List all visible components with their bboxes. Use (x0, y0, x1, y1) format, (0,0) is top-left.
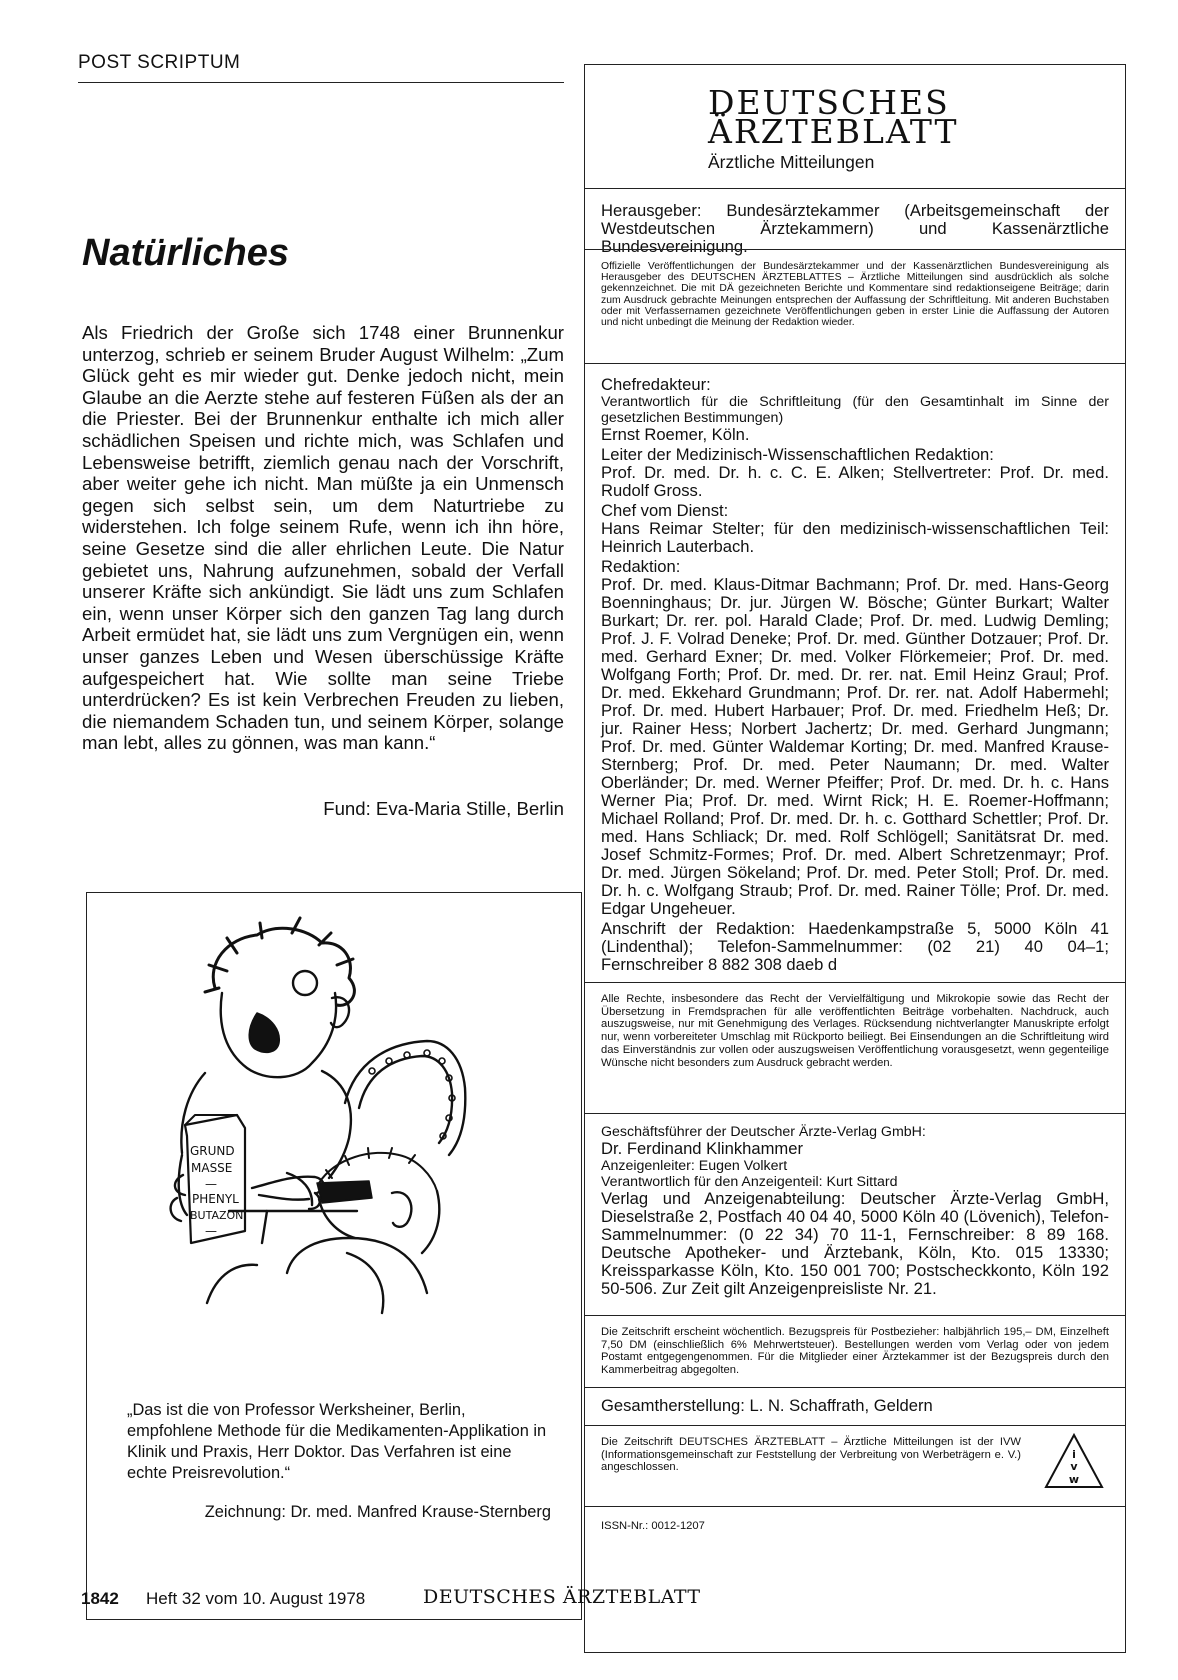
svg-text:BUTAZON: BUTAZON (190, 1209, 244, 1222)
editorial-address: Anschrift der Redaktion: Haedenkampstraße 5, 5000 Köln 41 (Lindenthal); Telefon-Sammelnummer: (02 21) 40 04–1; Fernschreiber 8 882 308 daeb d (601, 919, 1109, 974)
medsci-label: Leiter der Medizinisch-Wissenschaftlichen Redaktion: (601, 445, 994, 464)
man-nose (249, 1013, 279, 1052)
cartoon-credit: Zeichnung: Dr. med. Manfred Krause-Sternberg (204, 1503, 551, 1521)
editorial-staff (601, 376, 1109, 974)
publisher-info: Herausgeber: Bundesärztekammer (Arbeitsgemeinschaft der Westdeutschen Ärztekammern) und Kassenärztliche Bundesvereinigung. (601, 201, 1109, 256)
issn: ISSN-Nr.: 0012-1207 (601, 1520, 705, 1532)
separator (584, 1425, 1126, 1426)
journal-title (708, 83, 959, 151)
footer-page-number: 1842 (81, 1589, 119, 1608)
editor-description: Verantwortlich für die Schriftleitung (für den Gesamtinhalt im Sinne der gesetzlichen Bestimmungen) (601, 394, 1109, 426)
journal-title-line1: DEUTSCHES (708, 83, 950, 122)
separator (584, 1387, 1126, 1388)
footer-issue: Heft 32 vom 10. August 1978 (146, 1589, 366, 1608)
manager-label: Geschäftsführer der Deutscher Ärzte-Verlag GmbH: (601, 1124, 926, 1140)
ads-responsible: Verantwortlich für den Anzeigenteil: Kurt Sittard (601, 1174, 898, 1190)
man-eye (293, 971, 317, 995)
svg-text:—: — (205, 1177, 217, 1191)
article-source: Fund: Eva-Maria Stille, Berlin (323, 798, 564, 819)
doctor-shoulder (207, 1238, 427, 1303)
footer-journal-name: DEUTSCHES ÄRZTEBLATT (423, 1586, 701, 1608)
journal-title-line2: ÄRZTEBLATT (708, 112, 959, 151)
redaktion-names: Prof. Dr. med. Klaus-Ditmar Bachmann; Prof. Dr. med. Hans-Georg Boenninghaus; Dr. jur. Jürgen W. Bösche; Günter Burkart; Walter Burkart; Dr. rer. pol. Harald Clade; Prof. Dr. med. Ludwig Demling; Prof. J. F. Volrad Deneke; Prof. Dr. med. Günther Dotzauer; Prof. Dr. med. Gerhard Exner; Dr. med. Volker Flörkemeier; Prof. Dr. med. Wolfgang Forth; Prof. Dr. med. Dr. rer. nat. Emil Heinz Graul; Prof. Dr. med. Ekkehard Grundmann; Prof. Dr. rer. nat. Adolf Habermehl; Prof. Dr. med. Hubert Harbauer; Prof. Dr. med. Friedhelm Heß; Dr. jur. Rainer Hess; Norbert Jachertz; Dr. med. Gerhard Jungmann; Prof. Dr. med. Günter Waldemar Korting; Dr. med. Manfred Krause-Sternberg; Prof. Dr. med. Peter Naumann; Dr. med. Walter Oberländer; Dr. med. Werner Pfeiffer; Prof. Dr. med. Dr. h. c. Hans Werner Pia; Prof. Dr. med. Wirnt Rick; H. E. Roemer-Hoffmann; Michael Rolland; Prof. Dr. med. Dr. h. c. Gotthard Schettler; Prof. Dr. med. Hans Schliack; Dr. med. Rolf Schlögell; Sanitätsrat Dr. med. Josef Schmitz-Formes; Prof. Dr. med. Albert Schretzenmayr; Prof. Dr. med. Jürgen Sökeland; Prof. Dr. med. Peter Stoll; Prof. Dr. med. Dr. h. c. Wolfgang Straub; Prof. Dr. med. Rainer Tölle; Prof. Dr. med. Edgar Ungeheuer. (601, 575, 1109, 918)
svg-text:w: w (1068, 1473, 1080, 1486)
separator (584, 1315, 1126, 1316)
publisher-address: Verlag und Anzeigenabteilung: Deutscher Ärzte-Verlag GmbH, Dieselstraße 2, Postfach 40 04 40, 5000 Köln 40 (Lövenich), Telefon-Sammelnummer: (0 22 34) 70 11-1, Fernschreiber: 8 89 168. Deutsche Apotheker- und Ärztebank, Köln, Kto. 015 13330; Kreissparkasse Köln, Kto. 150 001 700; Postscheckkonto, Köln 192 50-506. Zur Zeit gilt Anzeigenpreisliste Nr. 21. (601, 1189, 1109, 1298)
article-title: Natürliches (82, 232, 289, 274)
subscription-info: Die Zeitschrift erscheint wöchentlich. Bezugspreis für Postbezieher: halbjährlich 195,– DM, Einzelheft 7,50 DM (einschließlich 6% Mehrwertsteuer). Bestellungen werden vom Verlag oder von jedem Postamt entgegengenommen. Für die Mitglieder einer Ärztekammer ist der Bezugspreis durch den Kammerbeitrag abgegolten. (601, 1326, 1109, 1377)
man-hair (205, 918, 354, 1005)
svg-text:—: — (205, 1224, 217, 1238)
separator (584, 982, 1126, 983)
redaktion-label: Redaktion: (601, 557, 681, 576)
svg-text:MASSE: MASSE (191, 1161, 233, 1175)
ads-manager: Anzeigenleiter: Eugen Volkert (601, 1158, 788, 1174)
editor-label: Chefredakteur: (601, 375, 711, 394)
medicine-box (185, 1115, 245, 1243)
svg-text:i: i (1072, 1448, 1076, 1461)
section-rule (78, 82, 564, 83)
journal-subtitle: Ärztliche Mitteilungen (708, 152, 875, 172)
separator (584, 363, 1126, 364)
doctor-glasses (317, 1181, 372, 1203)
editor-name: Ernst Roemer, Köln. (601, 425, 750, 444)
duty-label: Chef vom Dienst: (601, 501, 729, 520)
duty-names: Hans Reimar Stelter; für den medizinisch-wissenschaftlichen Teil: Heinrich Lauterbach. (601, 519, 1109, 556)
manager-name: Dr. Ferdinand Klinkhammer (601, 1139, 803, 1158)
cartoon-caption: „Das ist die von Professor Werksheiner, Berlin, empfohlene Methode für die Medikamenten-Applikation in Klinik und Praxis, Herr Doktor. Das Verfahren ist eine echte Preisrevolution.“ (127, 1401, 547, 1482)
official-notice: Offizielle Veröffentlichungen der Bundesärztekammer und der Kassenärztlichen Bundesvereinigung als Herausgeber des DEUTSCHEN ÄRZTEBLATTES – Ärztliche Mitteilungen sind ausdrücklich als solche gekennzeichnet. Die mit DÄ gezeichneten Berichte und Kommentare sind redaktionseigene Beiträge; darin zum Ausdruck gebrachte Meinungen entsprechen der Auffassung der Schriftleitung. Mit anderen Buchstaben oder mit Verfassernamen gezeichnete Veröffentlichungen geben in erster Linie die Auffassung der Autoren und nicht unbedingt die Meinung der Redaktion wieder. (601, 261, 1109, 329)
publisher-details (601, 1124, 1109, 1298)
article-body: Als Friedrich der Große sich 1748 einer Brunnenkur unterzog, schrieb er seinem Bruder August Wilhelm: „Zum Glück geht es mir wieder gut. Denke jedoch nicht, mein Glaube an die Aerzte stehe auf festeren Füßen als der an die Priester. Bei der Brunnenkur enthalte ich mich aller schädlichen Speisen und richte mich, was Schlafen und Lebensweise betrifft, ziemlich genau nach der Vorschrift, aber weiter gehe ich nicht. Man müßte ja ein Unmensch gegen sich selbst sein, um dem Naturtriebe zu widerstehen. Ich folge seinem Rufe, wenn ich ihn höre, seine Gesetze sind die aller ehrlichen Leute. Die Natur gebietet uns, Nahrung aufzunehmen, sobald der Verfall unserer Kräfte sich ankündigt. Sie lädt uns zum Schlafen ein, wenn unser Körper sich den ganzen Tag lang durch Arbeit ermüdet hat, sie lädt uns zum Vergnügen ein, wenn unser ganzes Leben und Wesen überschüssige Kräfte aufgespeichert hat. Wie sollte man seine Triebe unterdrücken? Es ist kein Verbrechen Freuden zu lieben, die niemandem Schaden tun, und seinem Körper, solange man lebt, alles zu gönnen, was man kann.“ (82, 322, 564, 754)
svg-text:GRUND: GRUND (190, 1144, 235, 1158)
cartoon-frame (86, 892, 582, 1620)
cartoon-illustration (87, 893, 580, 1393)
ivw-logo-icon (1043, 1432, 1105, 1490)
rights-notice: Alle Rechte, insbesondere das Recht der Vervielfältigung und Mikrokopie sowie das Recht der Übersetzung in Fremdsprachen für alle veröffentlichten Beiträge vorbehalten. Nachdruck, auch auszugsweise, nur mit Genehmigung des Verlages. Rücksendung nichtverlangter Manuskripte erfolgt nur, wenn vorbereiteter Umschlag mit Rückporto beiliegt. Bei Einsendungen an die Schriftleitung wird das Einverständnis zur vollen oder auszugsweisen Veröffentlichung vorausgesetzt, wenn gegenteilige Wünsche nicht besonders zum Ausdruck gebracht werden. (601, 993, 1109, 1069)
section-label: POST SCRIPTUM (78, 52, 241, 73)
svg-text:PHENYL: PHENYL (192, 1192, 239, 1206)
separator (584, 249, 1126, 250)
production-info: Gesamtherstellung: L. N. Schaffrath, Geldern (601, 1396, 933, 1415)
separator (584, 188, 1126, 189)
doctor-ear (392, 1192, 411, 1227)
separator (584, 1113, 1126, 1114)
separator (584, 1506, 1126, 1507)
svg-text:v: v (1070, 1460, 1078, 1473)
chair-studs (369, 1050, 455, 1139)
medsci-names: Prof. Dr. med. Dr. h. c. C. E. Alken; Stellvertreter: Prof. Dr. med. Rudolf Gross. (601, 463, 1109, 500)
ivw-note: Die Zeitschrift DEUTSCHES ÄRZTEBLATT – Ärztliche Mitteilungen ist der IVW (Informationsgemeinschaft zur Feststellung der Verbreitung von Werbeträgern e. V.) angeschlossen. (601, 1436, 1021, 1474)
